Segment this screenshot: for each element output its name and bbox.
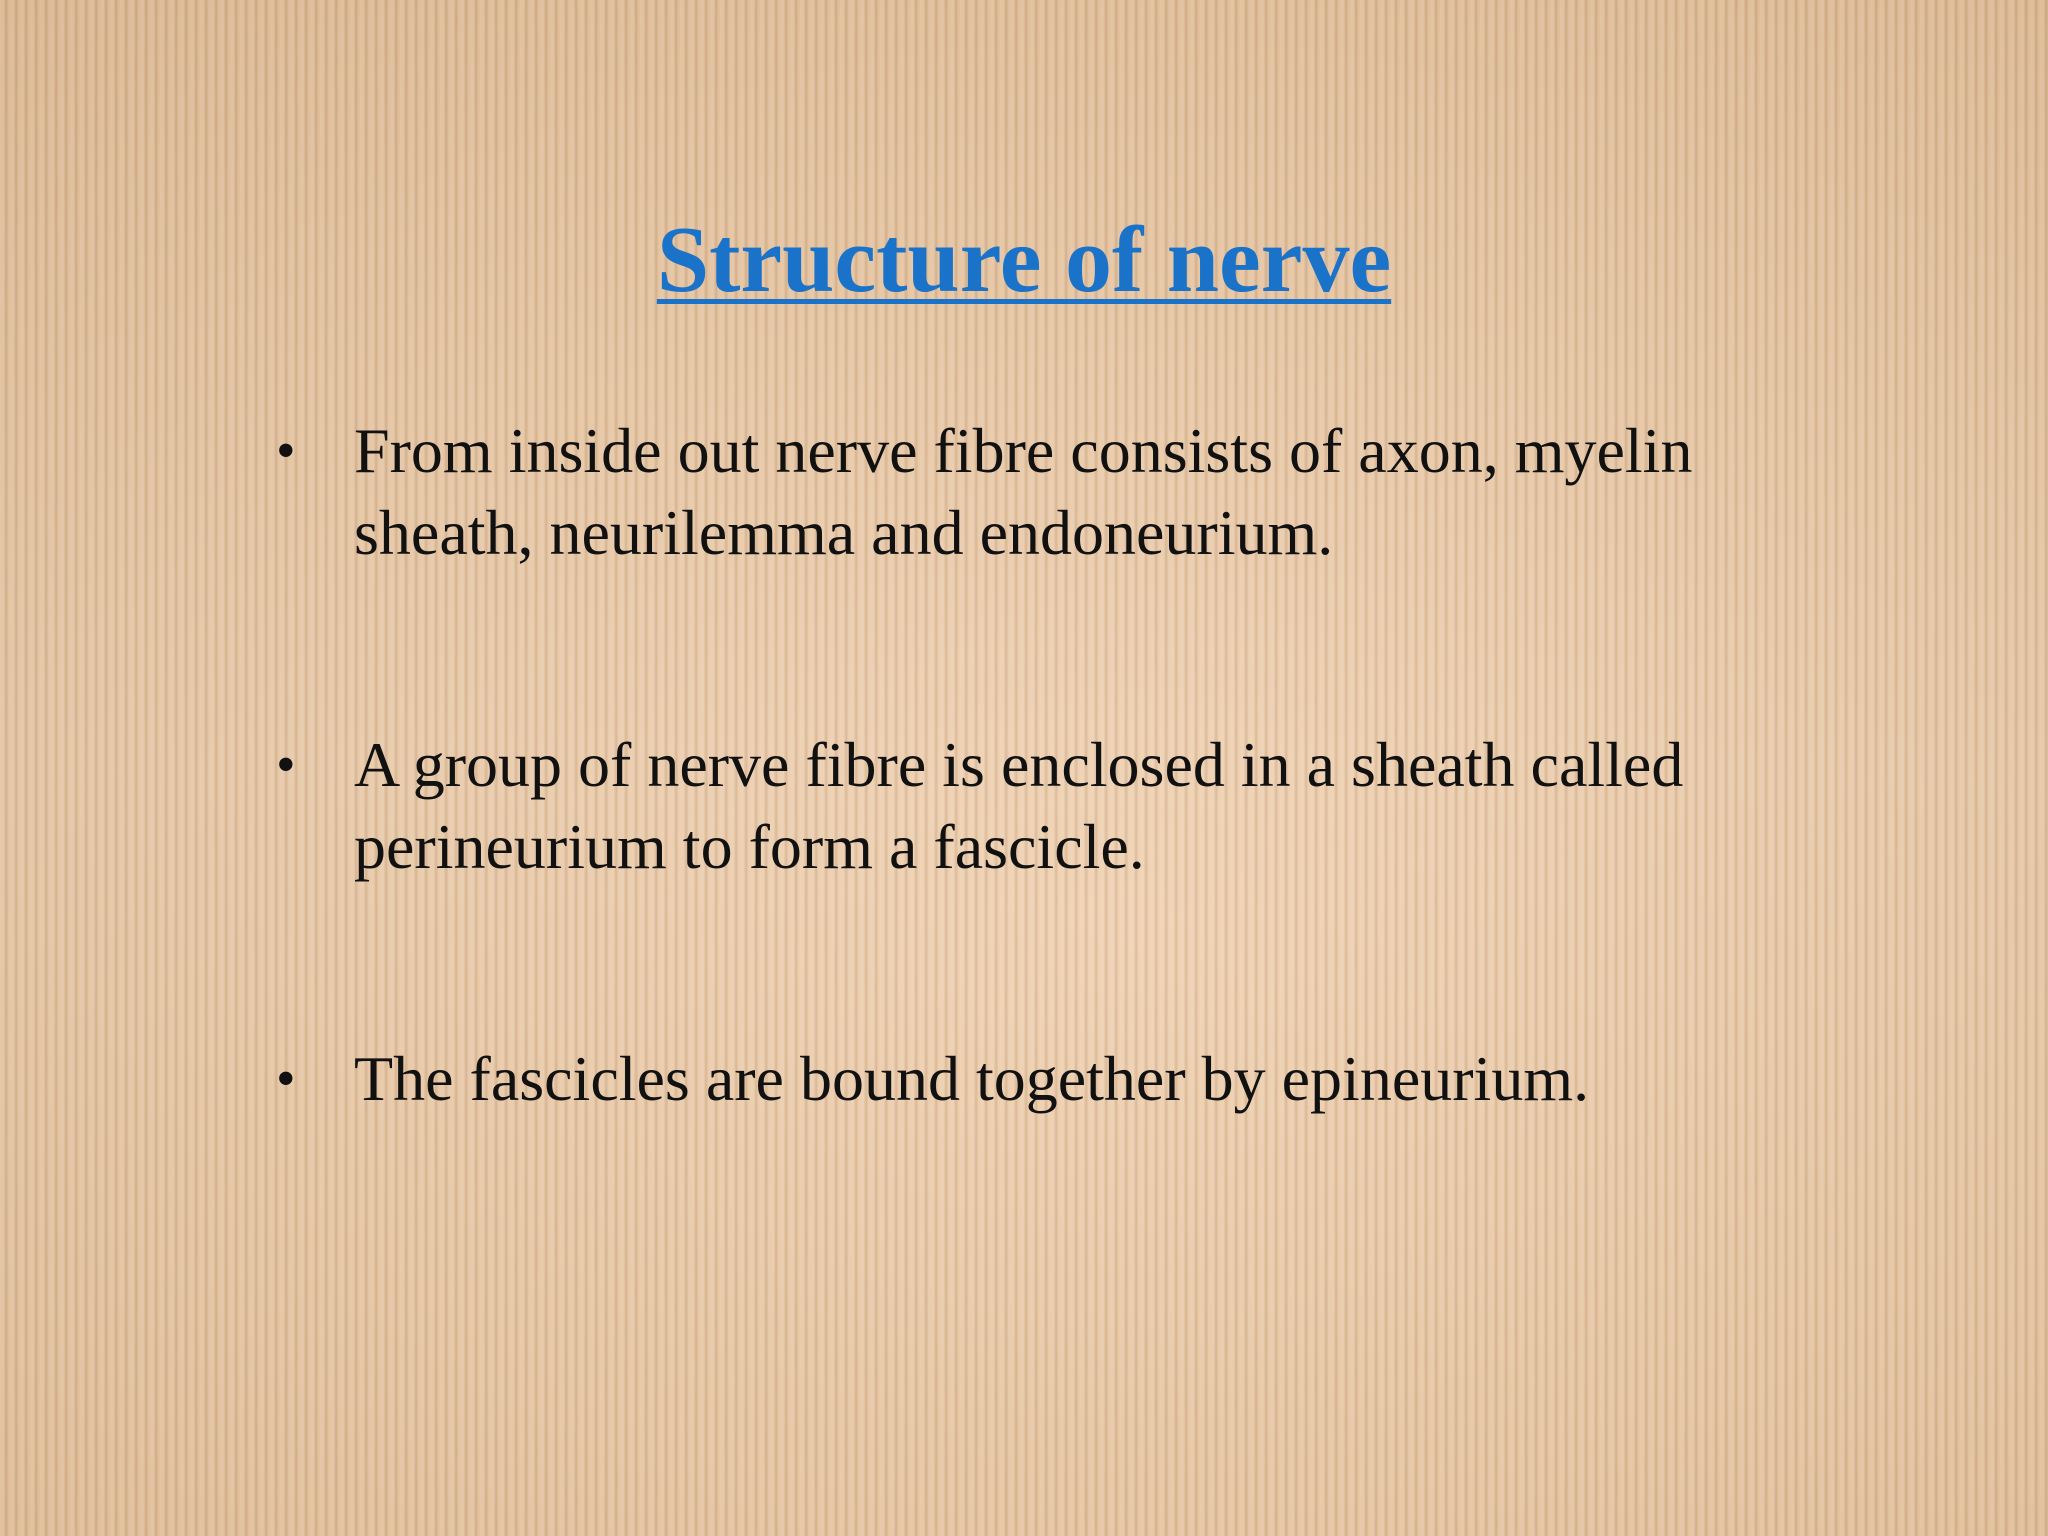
bullet-icon: • <box>276 734 296 796</box>
list-item <box>276 410 1736 574</box>
bullet-icon: • <box>276 1048 296 1110</box>
bullet-text: From inside out nerve fibre consists of axon, myelin sheath, neurilemma and endoneurium. <box>354 415 1693 568</box>
bullet-list <box>276 410 1736 1120</box>
bullet-text: The fascicles are bound together by epineurium. <box>354 1043 1590 1114</box>
list-item <box>276 724 1736 888</box>
list-item <box>276 1038 1736 1120</box>
bullet-icon: • <box>276 420 296 482</box>
bullet-text: A group of nerve fibre is enclosed in a sheath called perineurium to form a fascicle. <box>354 729 1684 882</box>
slide-title: Structure of nerve <box>656 208 1392 312</box>
